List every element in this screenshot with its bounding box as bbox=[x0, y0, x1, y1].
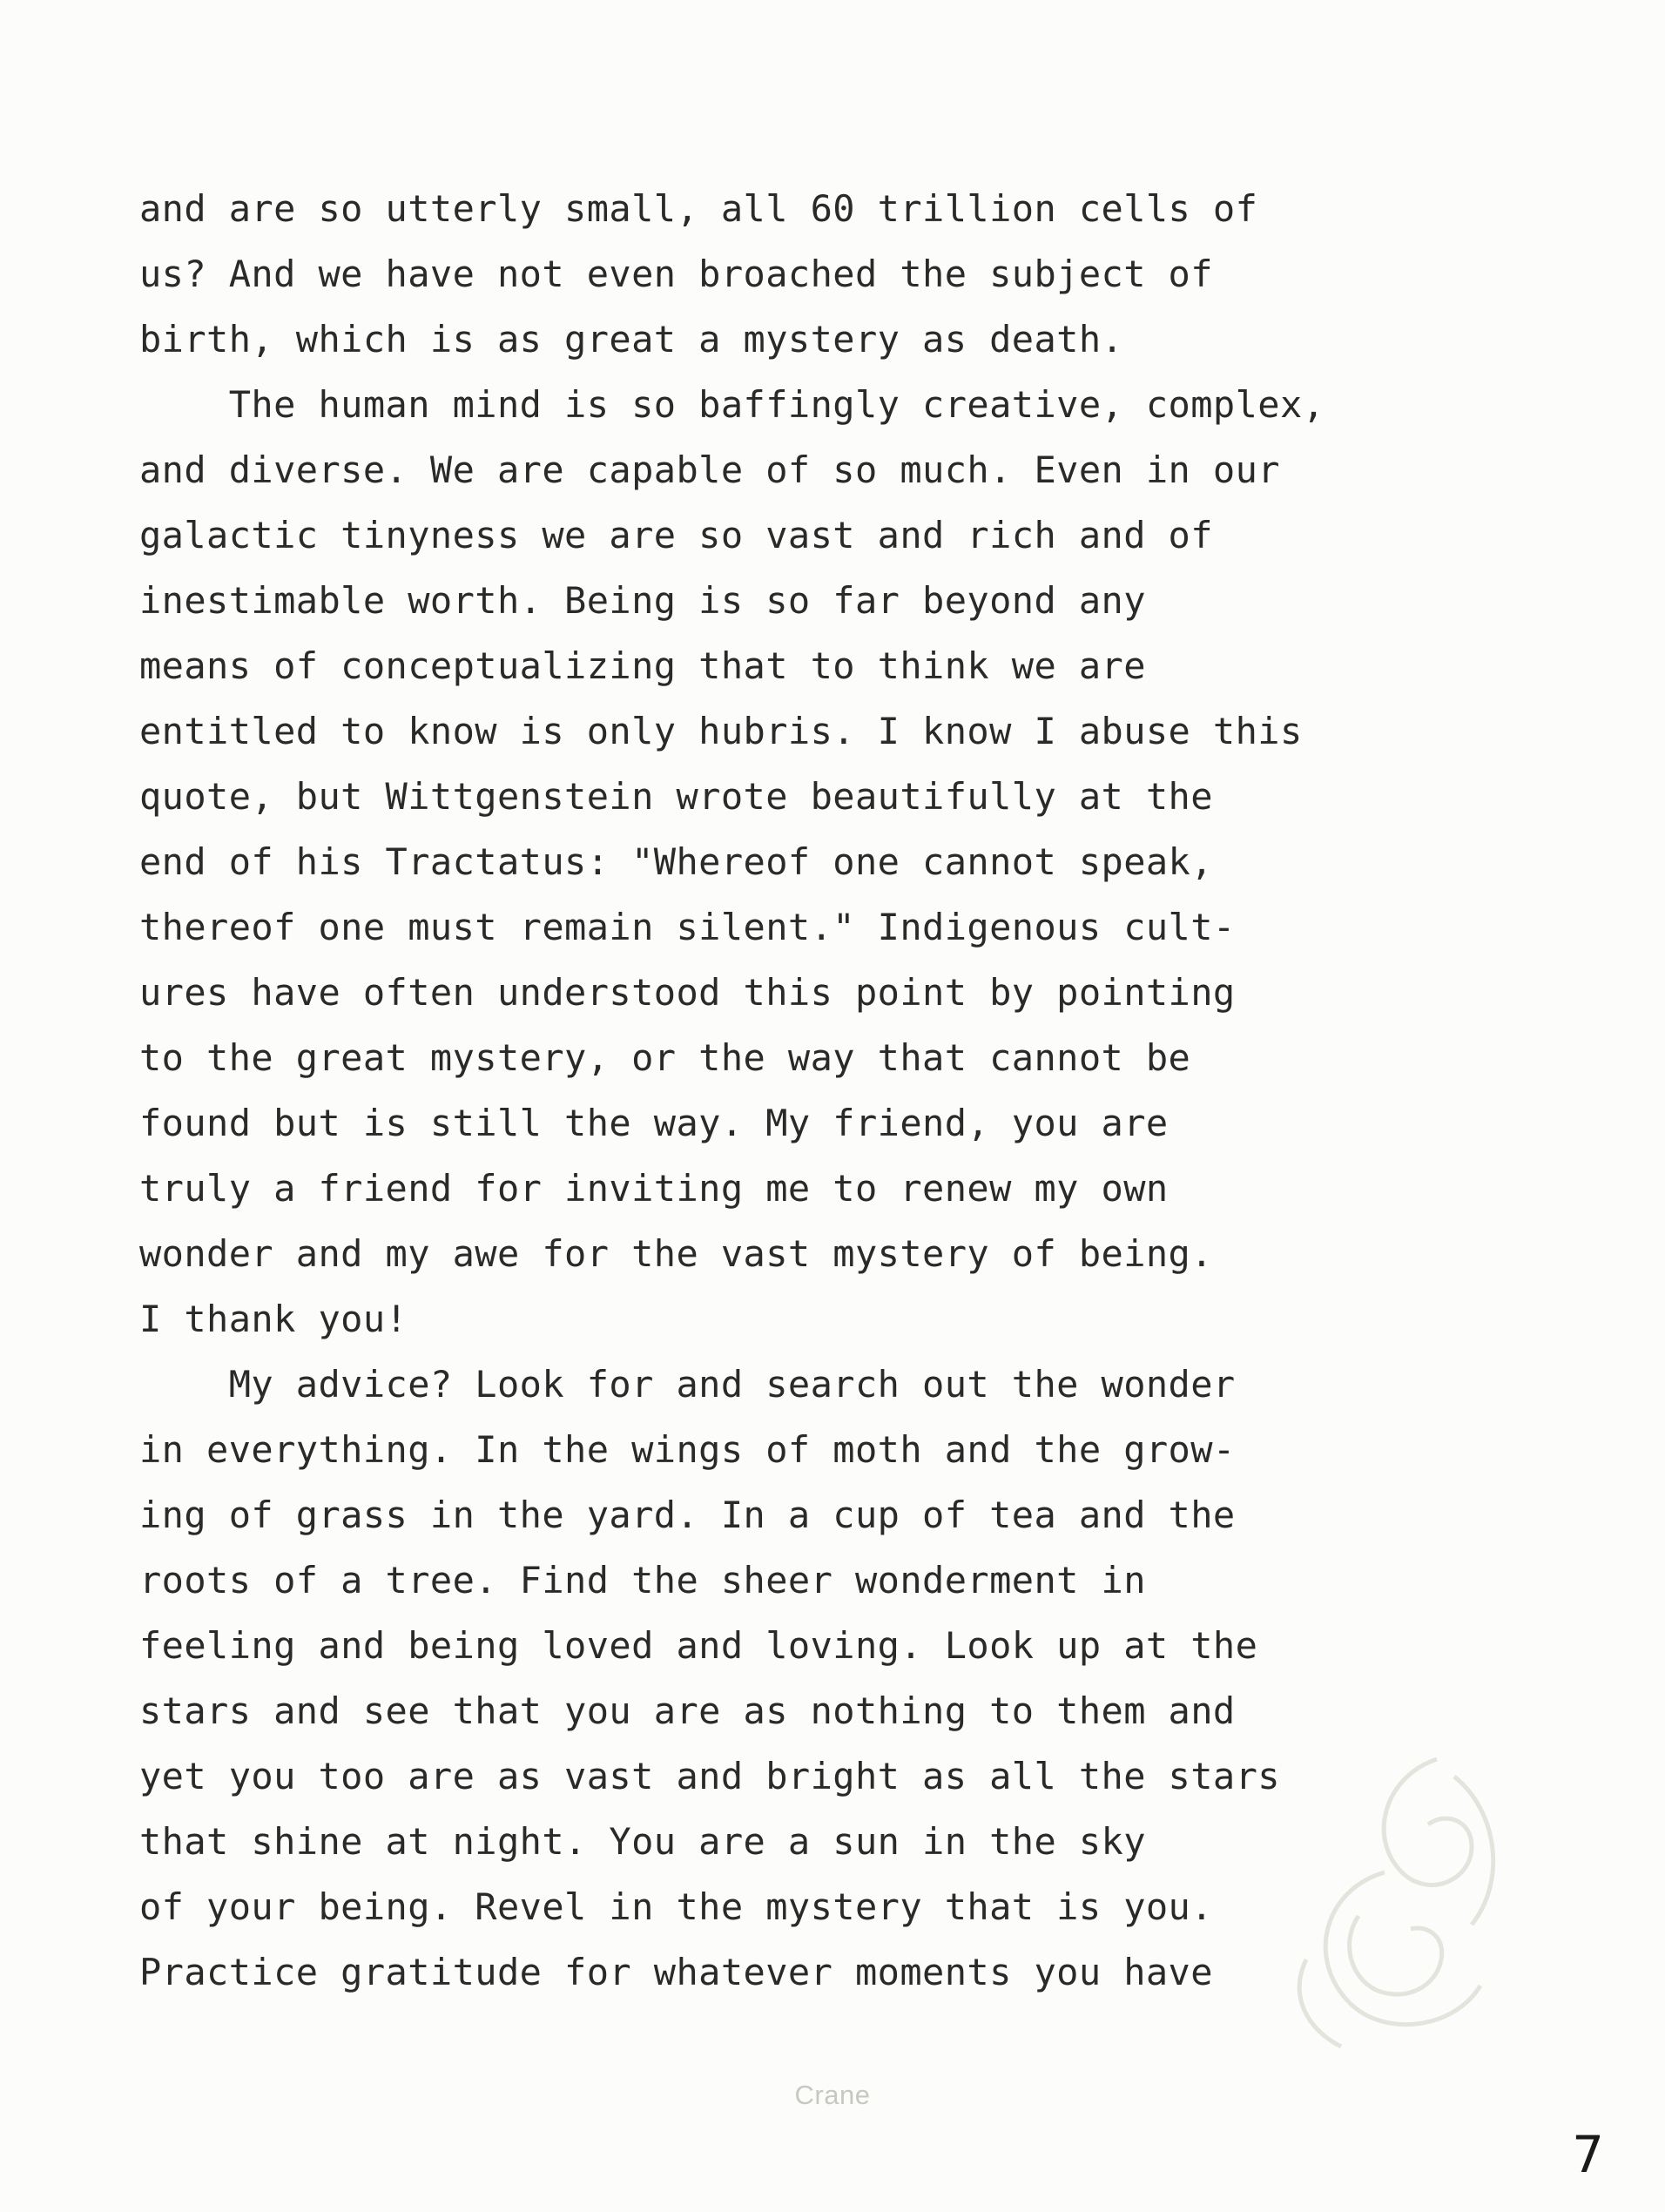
text-line: galactic tinyness we are so vast and rich and of bbox=[139, 514, 1213, 556]
text-line: entitled to know is only hubris. I know I abuse this bbox=[139, 710, 1303, 752]
text-line: to the great mystery, or the way that cannot be bbox=[139, 1036, 1191, 1079]
text-line: and are so utterly small, all 60 trillion cells of bbox=[139, 187, 1258, 230]
text-line: ing of grass in the yard. In a cup of tea and the bbox=[139, 1494, 1236, 1536]
text-line: truly a friend for inviting me to renew my own bbox=[139, 1167, 1169, 1210]
text-line: wonder and my awe for the vast mystery of being. bbox=[139, 1232, 1213, 1275]
text-line: feeling and being loved and loving. Look up at the bbox=[139, 1624, 1258, 1667]
crane-watermark: Crane bbox=[794, 2080, 871, 2110]
text-line: ures have often understood this point by pointing bbox=[139, 971, 1236, 1014]
text-line: I thank you! bbox=[139, 1298, 408, 1340]
text-line: quote, but Wittgenstein wrote beautifully at the bbox=[139, 775, 1213, 818]
typewritten-body bbox=[139, 176, 1602, 2005]
text-line: My advice? Look for and search out the wonder bbox=[139, 1363, 1236, 1406]
text-line: end of his Tractatus: "Whereof one cannot speak, bbox=[139, 840, 1213, 883]
page-number: 7 bbox=[1572, 2125, 1604, 2184]
text-line: The human mind is so baffingly creative, complex, bbox=[139, 383, 1325, 426]
text-line: inestimable worth. Being is so far beyond any bbox=[139, 579, 1146, 622]
text-line: that shine at night. You are a sun in the sky bbox=[139, 1820, 1146, 1863]
text-line: us? And we have not even broached the subject of bbox=[139, 253, 1213, 295]
text-line: of your being. Revel in the mystery that is you. bbox=[139, 1885, 1213, 1928]
embossed-crane-seal bbox=[1254, 1742, 1515, 2055]
text-line: means of conceptualizing that to think we are bbox=[139, 644, 1146, 687]
text-line: roots of a tree. Find the sheer wonderment in bbox=[139, 1559, 1146, 1602]
text-line: thereof one must remain silent." Indigenous cult- bbox=[139, 906, 1236, 948]
text-line: and diverse. We are capable of so much. Even in our bbox=[139, 448, 1280, 491]
text-line: stars and see that you are as nothing to them and bbox=[139, 1689, 1236, 1732]
text-line: Practice gratitude for whatever moments you have bbox=[139, 1951, 1213, 1993]
text-line: found but is still the way. My friend, you are bbox=[139, 1102, 1169, 1144]
text-line: yet you too are as vast and bright as all the stars bbox=[139, 1755, 1280, 1797]
text-line: in everything. In the wings of moth and the grow- bbox=[139, 1428, 1236, 1471]
text-line: birth, which is as great a mystery as death. bbox=[139, 318, 1124, 361]
